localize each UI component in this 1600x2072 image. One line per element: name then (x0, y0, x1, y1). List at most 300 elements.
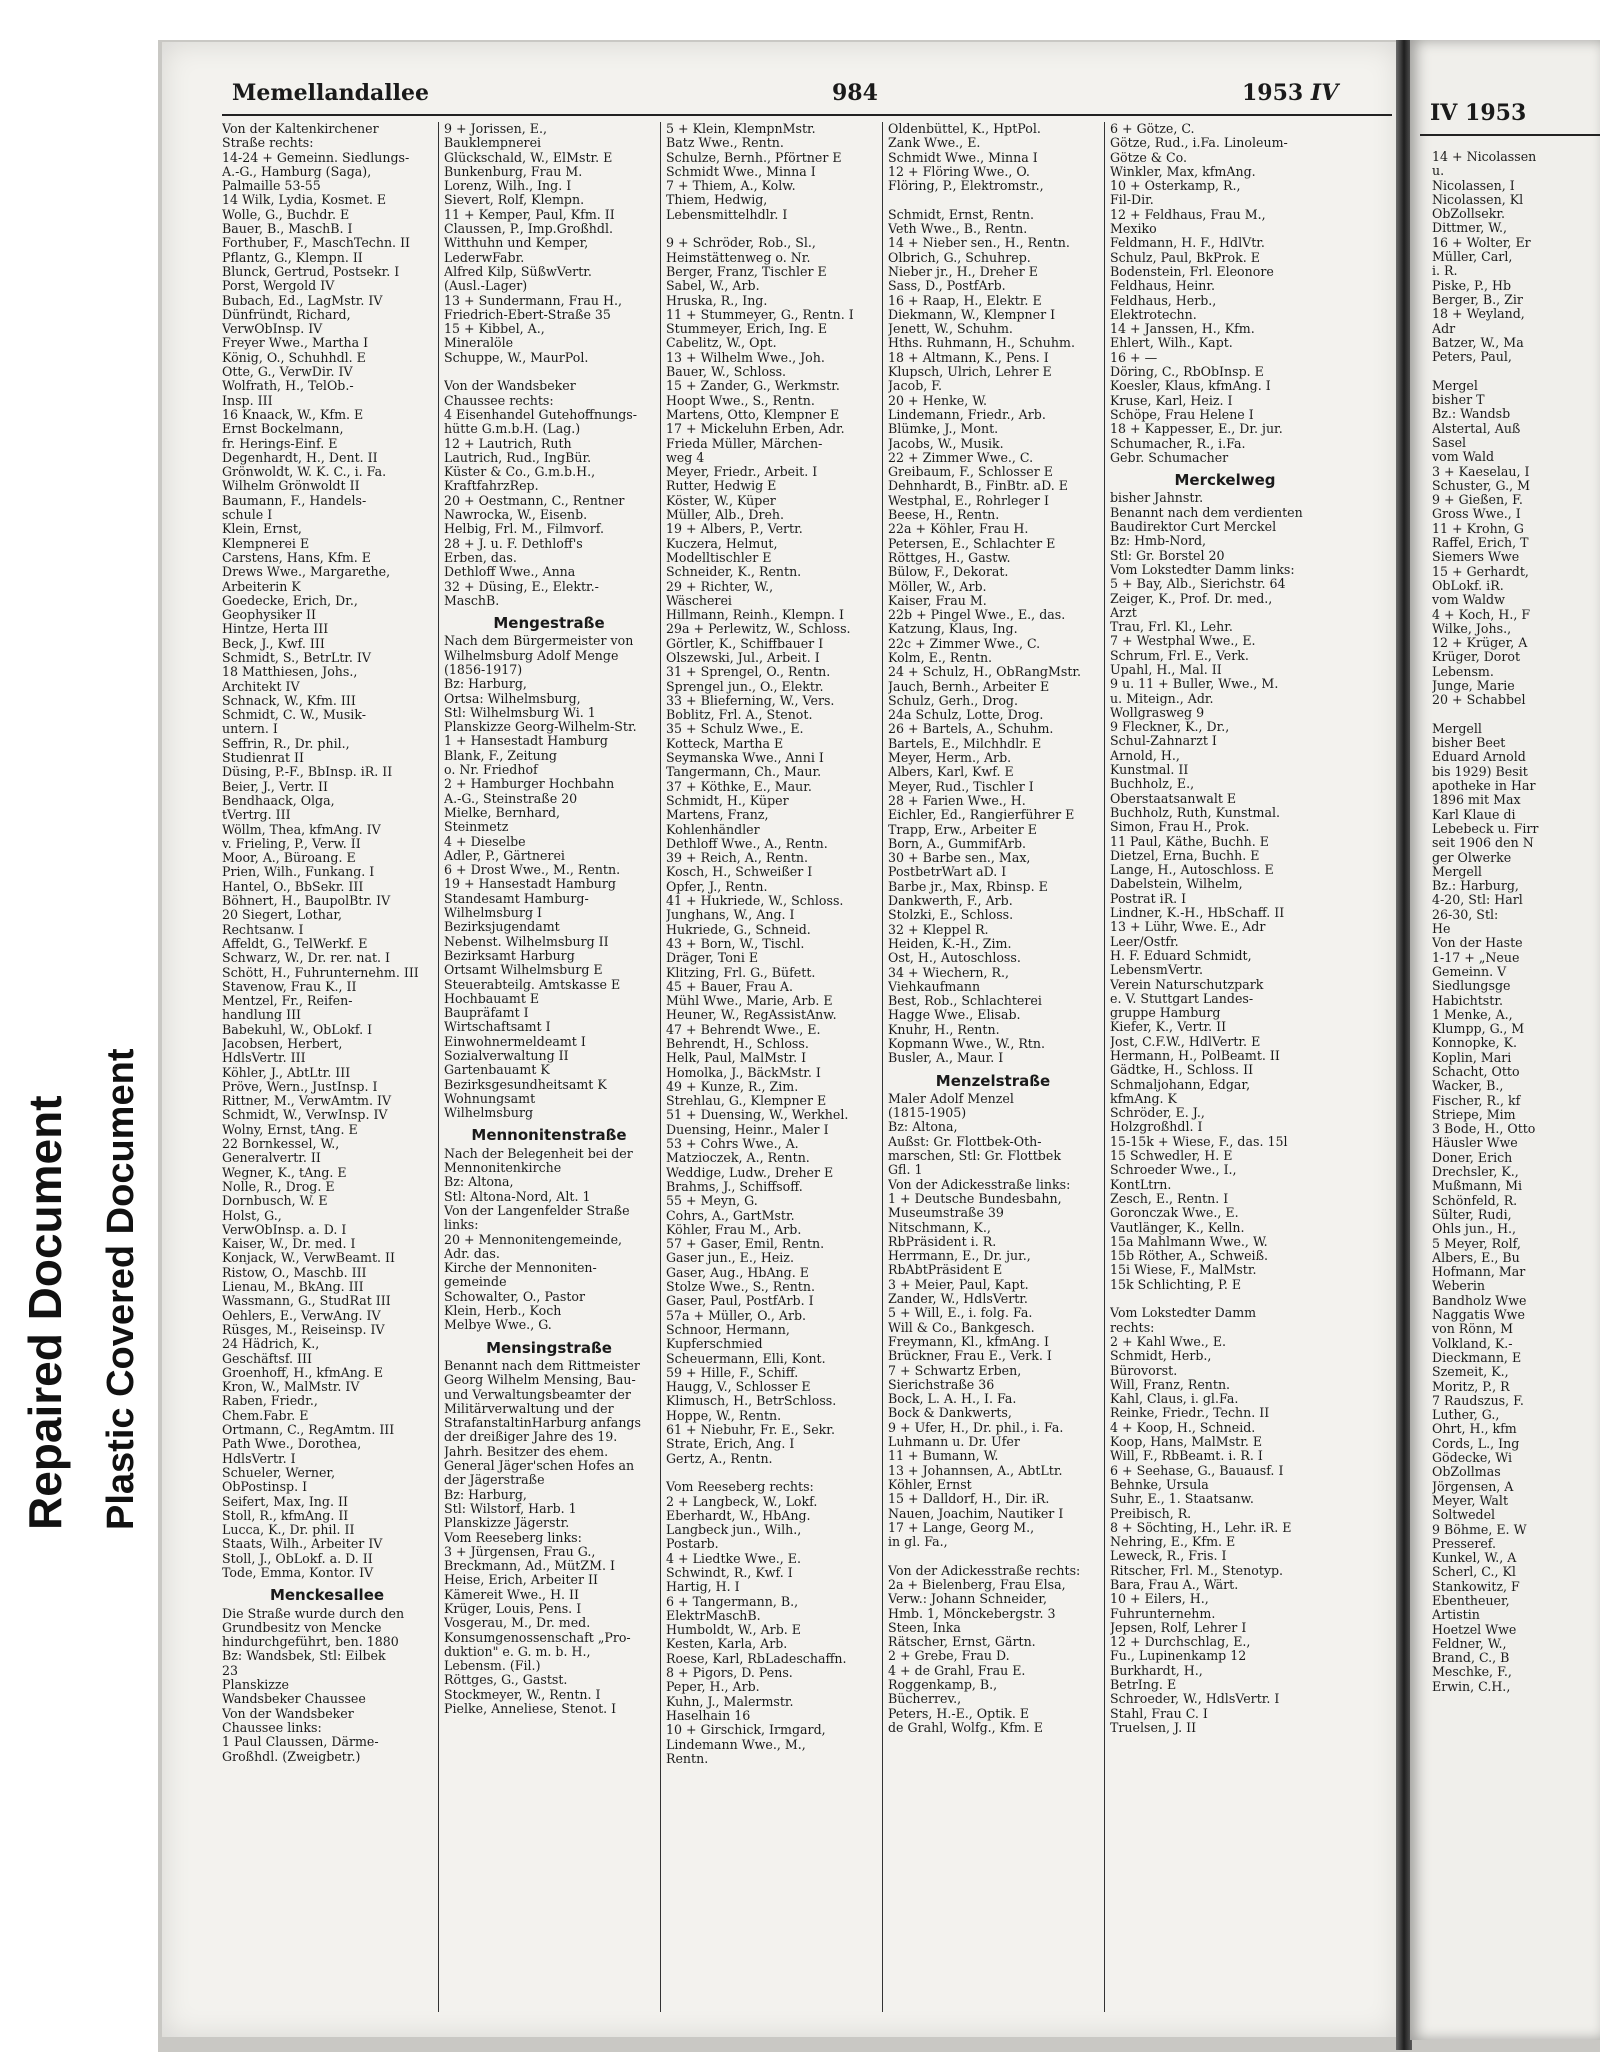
directory-entry: Küster & Co., G.m.b.H., (444, 465, 596, 480)
directory-entry: 22 Bornkessel, W., (222, 1137, 340, 1152)
directory-entry: Dethloff Wwe., A., Rentn. (666, 836, 828, 851)
directory-entry: 10 + Eilers, H., (1110, 1592, 1209, 1607)
directory-entry: Wolle, G., Buchdr. E (222, 207, 350, 222)
directory-entry: Bz: Harburg, (444, 677, 527, 692)
directory-entry: bisher T (1432, 393, 1485, 408)
directory-entry: Strehlau, G., Klempner E (666, 1094, 827, 1109)
directory-entry: Kohlenhändler (666, 822, 760, 837)
directory-entry: 6 + Drost Wwe., M., Rentn. (444, 863, 621, 878)
directory-entry: Trapp, Erw., Arbeiter E (888, 822, 1037, 837)
directory-entry: Schumacher, R., i.Fa. (1110, 436, 1246, 451)
directory-entry: Rutter, Hedwig E (666, 479, 777, 494)
directory-entry: Nach dem Bürgermeister von (444, 634, 634, 649)
directory-entry: Konnopke, K. (1432, 1036, 1518, 1051)
directory-entry: Oehlers, E., VerwAng. IV (222, 1308, 381, 1323)
directory-entry: 7 Raudszus, F. (1432, 1393, 1524, 1408)
directory-entry: Matzioczek, A., Rentn. (666, 1151, 810, 1166)
directory-entry: 1 Menke, A., (1432, 1007, 1513, 1022)
directory-entry: Schönfeld, R. (1432, 1193, 1518, 1208)
directory-entry: Fil-Dir. (1110, 193, 1154, 208)
directory-entry: Path Wwe., Dorothea, (222, 1437, 362, 1452)
header-year-section: 1953 IV (1242, 80, 1339, 106)
directory-entry: Sass, D., PostfArb. (888, 279, 1006, 294)
directory-entry: Wollgrasweg 9 (1110, 705, 1205, 720)
directory-entry: Wassmann, G., StudRat III (222, 1294, 391, 1309)
directory-entry: Lebensmittelhdlr. I (666, 207, 788, 222)
directory-entry: Stl: Gr. Borstel 20 (1110, 548, 1225, 563)
directory-entry: Fu., Lupinenkamp 12 (1110, 1649, 1247, 1664)
directory-entry: 10 + Girschick, Irmgard, (666, 1723, 826, 1738)
directory-entry: 28 + Farien Wwe., H. (888, 793, 1026, 808)
directory-entry: Jepsen, Rolf, Lehrer I (1110, 1620, 1247, 1635)
directory-entry (888, 193, 1098, 207)
directory-entry: Bezirksamt Harburg (444, 948, 575, 963)
directory-entry: 18 + Kappesser, E., Dr. jur. (1110, 422, 1283, 437)
directory-entry: Feldner, W., (1432, 1636, 1507, 1651)
directory-entry: 9 + Schröder, Rob., Sl., (666, 236, 816, 251)
directory-entry: Karl Klaue di (1432, 807, 1516, 822)
directory-entry: 24 + Schulz, H., ObRangMstr. (888, 665, 1082, 680)
directory-entry: Peper, H., Arb. (666, 1680, 760, 1695)
directory-entry: Born, A., GummifArb. (888, 836, 1027, 851)
directory-entry: Einwohnermeldeamt I (444, 1034, 586, 1049)
directory-entry: Baumann, F., Handels- (222, 493, 367, 508)
directory-entry: 19 + Albers, P., Vertr. (666, 522, 803, 537)
directory-entry: Bülow, F., Dekorat. (888, 565, 1009, 580)
directory-entry: Westphal, E., Rohrleger I (888, 493, 1050, 508)
directory-entry: Drechsler, K., (1432, 1165, 1519, 1180)
directory-entry: hütte G.m.b.H. (Lag.) (444, 422, 581, 437)
directory-entry: 16 + Raap, H., Elektr. E (888, 293, 1042, 308)
directory-entry: Piske, P., Hb (1432, 278, 1512, 293)
directory-entry: Witthuhn und Kemper, (444, 236, 589, 251)
directory-entry: Siemers Wwe (1432, 550, 1520, 565)
directory-entry: Ortmann, C., RegAmtm. III (222, 1423, 395, 1438)
directory-entry: Straße rechts: (222, 136, 314, 151)
directory-entry: Buchholz, Ruth, Kunstmal. (1110, 805, 1281, 820)
directory-entry: Schwarz, W., Dr. rer. nat. I (222, 951, 391, 966)
directory-entry: 22a + Köhler, Frau H. (888, 522, 1029, 537)
directory-entry: der Jägerstraße (444, 1473, 545, 1488)
directory-entry: 15i Wiese, F., MalMstr. (1110, 1263, 1257, 1278)
directory-entry: Leer/Ostfr. (1110, 934, 1179, 949)
directory-entry: Pielke, Anneliese, Stenot. I (444, 1702, 617, 1717)
directory-entry: 20 + Henke, W. (888, 393, 987, 408)
directory-entry: Bodenstein, Frl. Eleonore (1110, 264, 1274, 279)
directory-entry: Schul-Zahnarzt I (1110, 734, 1217, 749)
directory-entry: ObZollsekr. (1432, 207, 1505, 222)
street-heading: Menckesallee (269, 1586, 385, 1605)
directory-entry: Schroeder Wwe., I., (1110, 1163, 1237, 1178)
directory-entry: Architekt IV (222, 679, 300, 694)
directory-entry: RbPräsident i. R. (888, 1234, 997, 1249)
directory-entry: KraftfahrzRep. (444, 479, 539, 494)
directory-entry: 16 + — (1110, 350, 1158, 365)
directory-entry: Oldenbüttel, K., HptPol. (888, 122, 1041, 136)
directory-entry: Lindner, K.-H., HbSchaff. II (1110, 906, 1285, 921)
directory-entry: bis 1929) Besit (1432, 764, 1528, 779)
directory-entry: Striepe, Mim (1432, 1107, 1516, 1122)
directory-entry: fr. Herings-Einf. E (222, 436, 338, 451)
directory-entry: Beese, H., Rentn. (888, 508, 1000, 523)
directory-entry: Nicolassen, I (1432, 178, 1515, 193)
directory-entry (888, 1549, 1098, 1563)
directory-entry: Berger, B., Zir (1432, 292, 1523, 307)
directory-entry: Von der Wandsbeker (444, 379, 576, 394)
directory-entry: 22c + Zimmer Wwe., C. (888, 636, 1041, 651)
directory-entry: A.-G., Hamburg (Saga), (222, 164, 372, 179)
directory-entry: He (1432, 922, 1451, 937)
directory-entry: Forthuber, F., MaschTechn. II (222, 236, 411, 251)
directory-entry: Planskizze (222, 1678, 289, 1693)
directory-entry: Kahl, Claus, i. gl.Fa. (1110, 1392, 1239, 1407)
directory-entry: Breckmann, Ad., MütZM. I (444, 1559, 615, 1574)
directory-entry: in gl. Fa., (888, 1535, 948, 1550)
directory-entry: Dittmer, W., (1432, 221, 1508, 236)
directory-entry: Kunkel, W., A (1432, 1551, 1517, 1566)
directory-entry (444, 365, 654, 379)
directory-entry: Alfred Kilp, SüßwVertr. (444, 264, 592, 279)
directory-entry: Bunkenburg, Frau M. (444, 164, 583, 179)
column-4 (888, 122, 1098, 2022)
directory-entry: Kolm, E., Rentn. (888, 650, 993, 665)
directory-entry: 15k Schlichting, P. E (1110, 1277, 1242, 1292)
column-divider (1104, 122, 1105, 2012)
directory-entry: Georg Wilhelm Mensing, Bau- (444, 1373, 636, 1388)
directory-entry: Hochbauamt E (444, 991, 540, 1006)
directory-entry: Bara, Frau A., Wärt. (1110, 1577, 1239, 1592)
directory-entry: Jauch, Bernh., Arbeiter E (888, 679, 1050, 694)
directory-entry: Adr. das. (444, 1246, 500, 1261)
directory-entry: 3 + Meier, Paul, Kapt. (888, 1277, 1029, 1292)
directory-entry: 9 Fleckner, K., Dr., (1110, 720, 1230, 735)
directory-entry: Stolzki, E., Schloss. (888, 908, 1014, 923)
directory-entry: Szemeit, K., (1432, 1365, 1509, 1380)
directory-entry: Nebenst. Wilhelmsburg II (444, 934, 609, 949)
directory-entry: Steuerabteilg. Amtskasse E (444, 977, 621, 992)
directory-entry: Schmidt, Ernst, Rentn. (888, 207, 1034, 222)
directory-entry: Wandsbeker Chaussee (222, 1692, 366, 1707)
directory-entry: 4 + Liedtke Wwe., E. (666, 1551, 802, 1566)
directory-entry: Ost, H., Autoschloss. (888, 951, 1021, 966)
directory-entry: Wöllm, Thea, kfmAng. IV (222, 822, 381, 837)
directory-entry: 7 + Thiem, A., Kolw. (666, 179, 796, 194)
directory-entry: Wacker, B., (1432, 1079, 1504, 1094)
directory-entry: Naggatis Wwe (1432, 1308, 1525, 1323)
directory-entry: 24 Hädrich, K., (222, 1337, 320, 1352)
directory-entry: Raffel, Erich, T (1432, 536, 1529, 551)
directory-entry: Dabelstein, Wilhelm, (1110, 877, 1243, 892)
directory-entry (1432, 708, 1600, 722)
directory-entry: Staats, Wilh., Arbeiter IV (222, 1537, 383, 1552)
directory-entry: 14 Wilk, Lydia, Kosmet. E (222, 193, 387, 208)
directory-entry: Rechtsanw. I (222, 922, 304, 937)
directory-entry: Berger, Franz, Tischler E (666, 264, 827, 279)
directory-entry: Stl: Wilhelmsburg Wi. 1 (444, 705, 596, 720)
directory-entry: Ohls jun., H., (1432, 1222, 1517, 1237)
directory-entry: Planskizze Jägerstr. (444, 1516, 570, 1531)
directory-entry: Koesler, Klaus, kfmAng. I (1110, 379, 1271, 394)
directory-entry: Sprengel jun., O., Elektr. (666, 679, 824, 694)
directory-entry: Brand, C., B (1432, 1651, 1510, 1666)
directory-entry: Stl: Wilstorf, Harb. 1 (444, 1501, 577, 1516)
directory-entry: Siedlungsge (1432, 979, 1511, 994)
directory-entry: Adler, P., Gärtnerei (444, 848, 565, 863)
directory-entry: Lebebeck u. Firr (1432, 821, 1539, 836)
directory-entry: Großhdl. (Zweigbetr.) (222, 1749, 361, 1764)
directory-entry: Beck, J., Kwf. III (222, 636, 325, 651)
directory-entry: Standesamt Hamburg- (444, 891, 589, 906)
directory-entry: Generalvertr. II (222, 1151, 321, 1166)
directory-entry: Döring, C., RbObInsp. E (1110, 365, 1264, 380)
directory-entry: 11 + Krohn, G (1432, 521, 1524, 536)
directory-entry: Dornbusch, W. E (222, 1194, 328, 1209)
directory-entry: Kuczera, Helmut, (666, 536, 778, 551)
directory-entry: Freyer Wwe., Martha I (222, 336, 369, 351)
directory-entry: ObLokf. iR. (1432, 578, 1504, 593)
directory-entry: e. V. Stuttgart Landes- (1110, 991, 1254, 1006)
directory-entry: Bz: Altona, (888, 1120, 958, 1135)
directory-entry: Lucca, K., Dr. phil. II (222, 1523, 355, 1538)
directory-entry: 17 + Mickeluhn Erben, Adr. (666, 422, 845, 437)
directory-entry: 43 + Born, W., Tischl. (666, 936, 805, 951)
directory-entry: 19 + Hansestadt Hamburg (444, 877, 616, 892)
directory-entry: 22 + Zimmer Wwe., C. (888, 450, 1034, 465)
directory-entry: Krüger, Louis, Pens. I (444, 1601, 582, 1616)
directory-entry: Sievert, Rolf, Klempn. (444, 193, 585, 208)
directory-entry: Meschke, F., (1432, 1665, 1512, 1680)
directory-entry: 13 + Wilhelm Wwe., Joh. (666, 350, 825, 365)
directory-entry: Claussen, P., Imp.Großhdl. (444, 222, 613, 237)
directory-entry: 3 + Kaeselau, I (1432, 464, 1530, 479)
directory-entry: Viehkaufmann (888, 979, 981, 994)
directory-entry: Heise, Erich, Arbeiter II (444, 1573, 598, 1588)
directory-entry: 11 + Stummeyer, G., Rentn. I (666, 307, 854, 322)
directory-entry: Babekuhl, W., ObLokf. I (222, 1022, 373, 1037)
directory-entry: Schmidt Wwe., Minna I (888, 150, 1038, 165)
directory-entry: Nach der Belegenheit bei der (444, 1146, 633, 1161)
directory-entry: Lienau, M., BkAng. III (222, 1280, 364, 1295)
directory-entry: der dreißiger Jahre des 19. (444, 1430, 618, 1445)
directory-entry: 30 + Barbe sen., Max, (888, 851, 1031, 866)
directory-entry: 2a + Bielenberg, Frau Elsa, (888, 1577, 1066, 1592)
directory-entry: Schmidt, Herb., (1110, 1349, 1212, 1364)
directory-entry: 31 + Sprengel, O., Rentn. (666, 665, 831, 680)
directory-entry: Mergel (1432, 378, 1478, 393)
directory-entry: Feldhaus, Heinr. (1110, 279, 1216, 294)
directory-entry: Roggenkamp, B., (888, 1678, 998, 1693)
directory-entry: 2 + Langbeck, W., Lokf. (666, 1494, 818, 1509)
directory-entry: Bauer, W., Schloss. (666, 365, 787, 380)
directory-entry: Gädtke, H., Schloss. II (1110, 1063, 1254, 1078)
directory-entry: Goedecke, Erich, Dr., (222, 593, 358, 608)
directory-entry: 16 + Wolter, Er (1432, 235, 1531, 250)
directory-entry: Schwindt, R., Kwf. I (666, 1565, 793, 1580)
directory-entry: u. (1432, 164, 1445, 179)
directory-entry: RbAbtPräsident E (888, 1263, 1003, 1278)
directory-entry: Langbeck jun., Wilh., (666, 1523, 802, 1538)
directory-entry: Buchholz, E., (1110, 777, 1195, 792)
directory-entry: Schött, H., Fuhrunternehm. III (222, 965, 419, 980)
directory-entry: Lebensm. (1432, 664, 1494, 679)
directory-entry: Schmidt, W., VerwInsp. IV (222, 1108, 388, 1123)
directory-entry: Wilhelmsburg (444, 1106, 534, 1121)
directory-entry: 12 + Durchschlag, E., (1110, 1635, 1251, 1650)
directory-entry: Kruse, Karl, Heiz. I (1110, 393, 1233, 408)
directory-entry: Meyer, Rud., Tischler I (888, 779, 1034, 794)
directory-entry: Kirche der Mennoniten- (444, 1261, 597, 1276)
directory-entry: Stoll, R., kfmAng. II (222, 1508, 349, 1523)
directory-entry: 15 + Kibbel, A., (444, 322, 545, 337)
directory-entry: 18 Matthiesen, Johs., (222, 665, 358, 680)
directory-entry: Truelsen, J. II (1110, 1720, 1197, 1735)
directory-entry: 9 Böhme, E. W (1432, 1522, 1527, 1537)
directory-entry: Nicolassen, Kl (1432, 192, 1524, 207)
directory-entry: Hofmann, Mar (1432, 1265, 1526, 1280)
directory-entry: duktion" e. G. m. b. H., (444, 1644, 591, 1659)
directory-entry: Winkler, Max, kfmAng. (1110, 164, 1256, 179)
directory-entry: Von der Langenfelder Straße (444, 1203, 630, 1218)
directory-entry: Batz Wwe., Rentn. (666, 136, 784, 151)
directory-entry: Schulze, Bernh., Pförtner E (666, 150, 842, 165)
directory-entry: Herrmann, E., Dr. jur., (888, 1249, 1031, 1264)
directory-entry: 2 + Hamburger Hochbahn (444, 777, 615, 792)
directory-entry: Fuhrunternehm. (1110, 1606, 1216, 1621)
directory-entry: Simon, Frau H., Prok. (1110, 820, 1250, 835)
directory-entry: Stoll, J., ObLokf. a. D. II (222, 1551, 373, 1566)
directory-entry: Erwin, C.H., (1432, 1679, 1511, 1694)
directory-entry: Wohnungsamt (444, 1091, 536, 1106)
directory-entry: ElektrMaschB. (666, 1608, 761, 1623)
directory-entry: Porst, Wergold IV (222, 279, 335, 294)
directory-entry: Klein, Ernst, (222, 522, 302, 537)
directory-entry: Will & Co., Bankgesch. (888, 1320, 1035, 1335)
directory-entry: Hruska, R., Ing. (666, 293, 768, 308)
directory-entry: Habichtstr. (1432, 993, 1503, 1008)
directory-entry: Verw.: Johann Schneider, (888, 1592, 1047, 1607)
directory-entry: Schnoor, Hermann, (666, 1322, 790, 1337)
directory-entry: 32 + Düsing, E., Elektr.- (444, 579, 599, 594)
directory-entry: Wolfrath, H., TelOb.- (222, 379, 354, 394)
directory-entry: Raben, Friedr., (222, 1394, 318, 1409)
directory-entry: 51 + Duensing, W., Werkhel. (666, 1108, 849, 1123)
directory-entry: untern. I (222, 722, 278, 737)
directory-entry: Dieckmann, E (1432, 1350, 1522, 1365)
directory-page (162, 42, 1400, 2037)
directory-entry: Vom Reeseberg links: (444, 1530, 582, 1545)
directory-entry: Blank, F., Zeitung (444, 748, 557, 763)
directory-entry: Bz: Hmb-Nord, (1110, 534, 1207, 549)
directory-entry: Schacht, Otto (1432, 1065, 1520, 1079)
directory-entry: Modelltischler E (666, 550, 772, 565)
directory-entry: de Grahl, Wolfg., Kfm. E (888, 1720, 1043, 1735)
directory-entry: 8 + Pigors, D. Pens. (666, 1666, 793, 1681)
directory-entry: Hartig, H. I (666, 1580, 740, 1595)
directory-entry: H. F. Eduard Schmidt, (1110, 948, 1252, 963)
directory-entry: Mergell (1432, 864, 1482, 879)
directory-entry (1110, 1292, 1340, 1306)
directory-entry: Luhmann u. Dr. Ufer (888, 1435, 1020, 1450)
directory-entry: Konsumgenossenschaft „Pro- (444, 1630, 631, 1645)
directory-entry: Dräger, Toni E (666, 951, 759, 966)
directory-entry: Bz.: Wandsb (1432, 407, 1511, 422)
facing-page-rule (1420, 134, 1600, 136)
directory-entry: 49 + Kunze, R., Zim. (666, 1079, 799, 1094)
directory-entry: Wirtschaftsamt I (444, 1020, 551, 1035)
facing-page-header: IV 1953 (1430, 100, 1527, 126)
directory-entry: Konjack, W., VerwBeamt. II (222, 1251, 395, 1266)
directory-entry: 10 + Osterkamp, R., (1110, 179, 1241, 194)
directory-entry: Hoppe, W., Rentn. (666, 1408, 782, 1423)
directory-entry: Götze, Rud., i.Fa. Linoleum- (1110, 136, 1288, 151)
directory-entry: Mennonitenkirche (444, 1161, 562, 1176)
directory-entry: Hillmann, Reinh., Klempn. I (666, 608, 844, 623)
directory-entry: Klein, Herb., Koch (444, 1304, 562, 1319)
directory-entry: rechts: (1110, 1320, 1155, 1335)
directory-entry: Flöring, P., Elektromstr., (888, 179, 1044, 194)
facing-page-column (1432, 150, 1600, 1694)
directory-entry: Arnold, H., (1110, 748, 1180, 763)
directory-entry: Von der Haste (1432, 936, 1523, 951)
directory-entry: 32 + Kleppel R. (888, 922, 989, 937)
directory-entry: Hths. Ruhmann, H., Schuhm. (888, 336, 1075, 351)
directory-entry: Melbye Wwe., G. (444, 1318, 552, 1333)
directory-entry: Bezirksgesundheitsamt K (444, 1077, 607, 1092)
directory-entry: 15b Röther, A., Schweiß. (1110, 1249, 1268, 1264)
directory-entry: Roese, Karl, RbLadeschaffn. (666, 1651, 847, 1666)
directory-entry: Jörgensen, A (1432, 1479, 1514, 1494)
directory-entry: Tangermann, Ch., Maur. (666, 765, 822, 780)
directory-entry: Müller, Alb., Dreh. (666, 508, 785, 523)
directory-entry: vom Waldw (1432, 593, 1505, 608)
directory-entry: Krüger, Dorot (1432, 650, 1521, 665)
directory-entry: Arbeiterin K (222, 579, 301, 594)
directory-entry: 9 u. 11 + Buller, Wwe., M. (1110, 677, 1279, 692)
street-heading: Merckelweg (1174, 471, 1276, 490)
directory-entry: Elektrotechn. (1110, 307, 1197, 322)
column-divider (438, 122, 439, 2012)
directory-entry: Jenett, W., Schuhm. (888, 322, 1013, 337)
directory-entry: Stolze Wwe., S., Rentn. (666, 1280, 815, 1295)
directory-entry: Schuppe, W., MaurPol. (444, 350, 589, 365)
directory-entry: i. R. (1432, 264, 1458, 279)
directory-entry: 20 Siegert, Lothar, (222, 908, 343, 923)
directory-entry: Jacob, F. (888, 379, 943, 394)
directory-entry: Schneider, K., Rentn. (666, 565, 802, 580)
directory-entry: Thiem, Hedwig, (666, 193, 768, 208)
directory-entry: Brahms, J., Schiffsoff. (666, 1179, 803, 1194)
directory-entry: Klupsch, Ulrich, Lehrer E (888, 365, 1052, 380)
directory-entry: KontLtrn. (1110, 1177, 1172, 1192)
directory-entry: Greibaum, F., Schlosser E (888, 465, 1053, 480)
directory-entry: Will, Franz, Rentn. (1110, 1377, 1231, 1392)
directory-entry: 35 + Schulz Wwe., E. (666, 722, 804, 737)
directory-entry: 6 + Götze, C. (1110, 122, 1195, 136)
directory-entry: Opfer, J., Rentn. (666, 879, 768, 894)
directory-entry: 3 + Jürgensen, Frau G., (444, 1544, 596, 1559)
directory-entry: Wolny, Ernst, tAng. E (222, 1122, 358, 1137)
directory-entry: Kaiser, Frau M. (888, 593, 987, 608)
directory-entry: Benannt nach dem Rittmeister (444, 1358, 640, 1373)
directory-entry: StrafanstaltinHarburg anfangs (444, 1416, 641, 1431)
directory-entry: Hantel, O., BbSekr. III (222, 879, 364, 894)
directory-entry: 39 + Reich, A., Rentn. (666, 851, 809, 866)
directory-entry: Gaser, Aug., HbAng. E (666, 1265, 809, 1280)
directory-entry: Ohrt, H., kfm (1432, 1422, 1517, 1437)
directory-entry: Nauen, Joachim, Nautiker I (888, 1506, 1064, 1521)
directory-entry: Chaussee links: (222, 1720, 322, 1735)
directory-entry: A.-G., Steinstraße 20 (444, 791, 578, 806)
